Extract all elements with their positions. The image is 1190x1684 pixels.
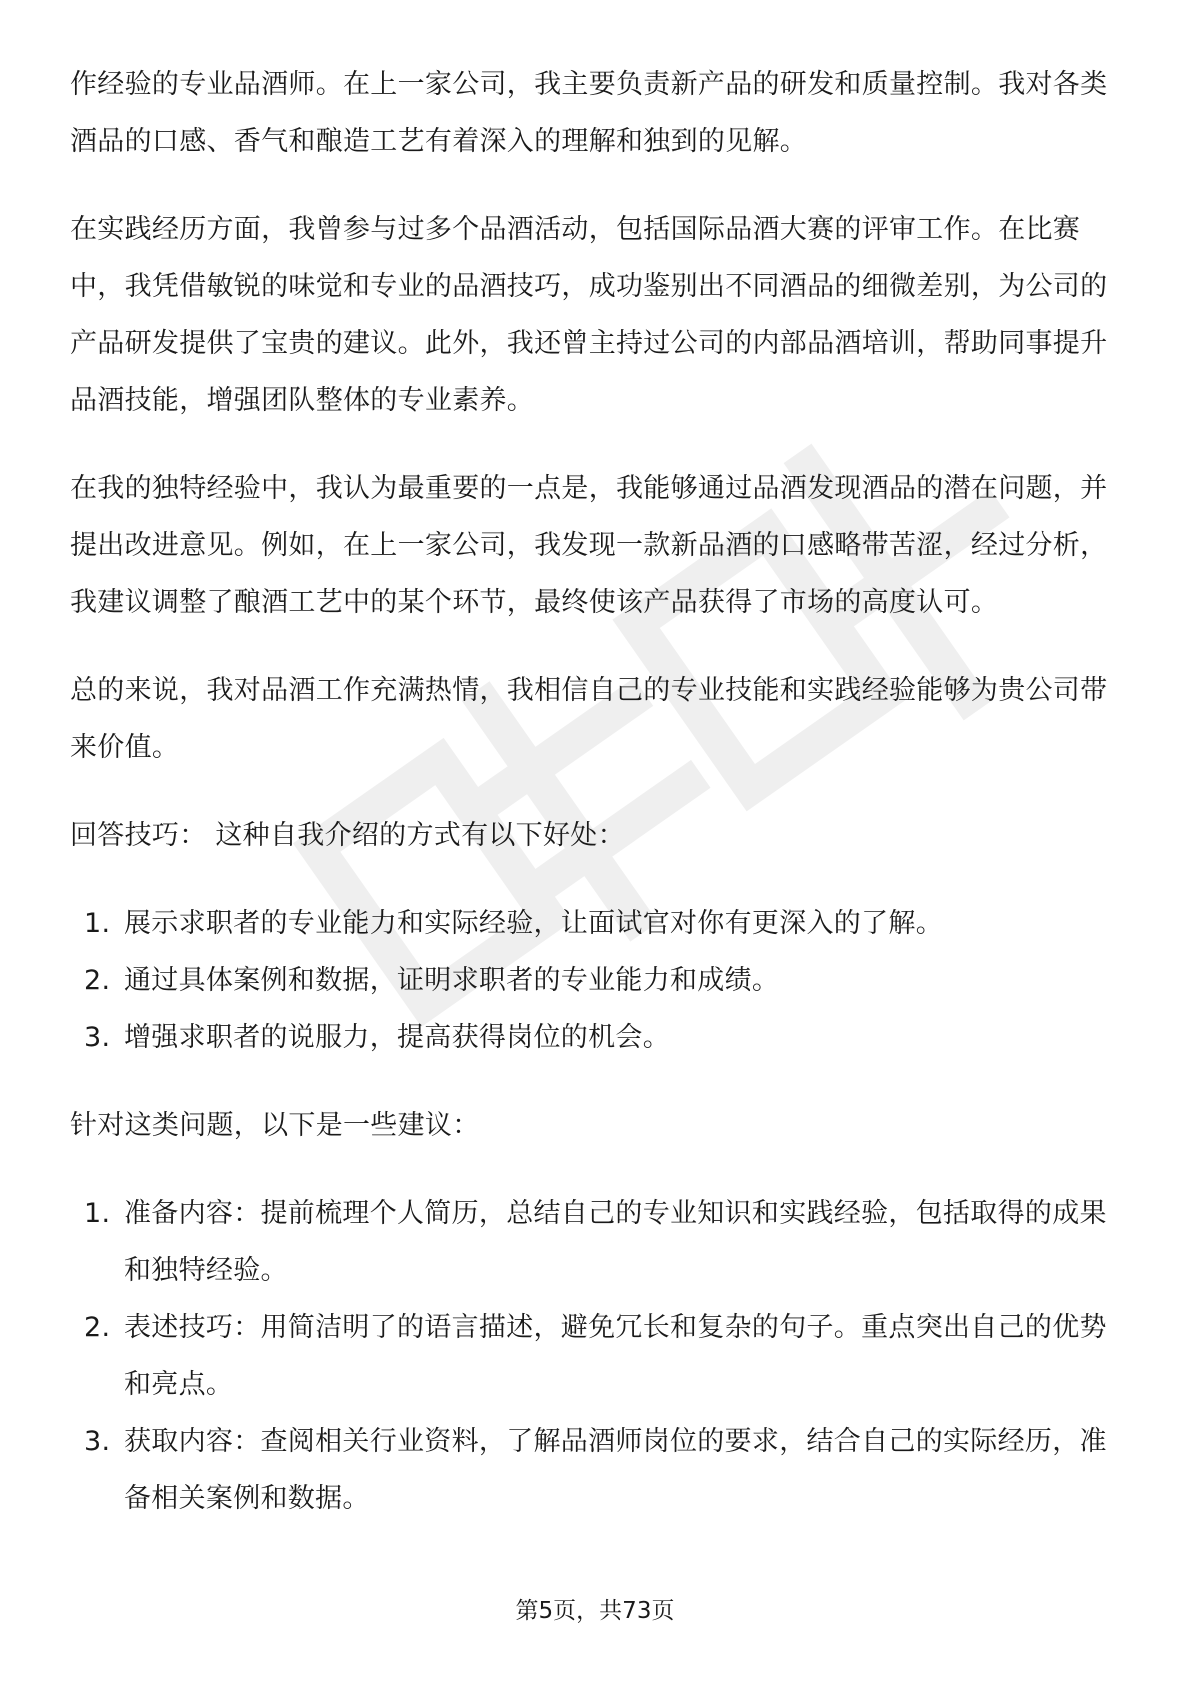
list-number: 3.	[84, 1022, 111, 1053]
paragraph-summary: 总的来说，我对品酒工作充满热情，我相信自己的专业技能和实践经验能够为贵公司带来价值。	[70, 675, 1108, 763]
tips-list	[70, 895, 1120, 1066]
list-text: 表述技巧：用简洁明了的语言描述，避免冗长和复杂的句子。重点突出自己的优势和亮点。	[124, 1312, 1107, 1400]
list-number: 1.	[84, 908, 111, 939]
list-number: 2.	[84, 965, 111, 996]
list-number: 3.	[84, 1426, 111, 1457]
paragraph-practice-experience: 在实践经历方面，我曾参与过多个品酒活动，包括国际品酒大赛的评审工作。在比赛中，我凭借敏锐的味觉和专业的品酒技巧，成功鉴别出不同酒品的细微差别，为公司的产品研发提供了宝贵的建议。此外，我还曾主持过公司的内部品酒培训，帮助同事提升品酒技能，增强团队整体的专业素养。	[70, 214, 1108, 416]
list-text: 增强求职者的说服力，提高获得岗位的机会。	[124, 1022, 670, 1053]
list-text: 准备内容：提前梳理个人简历，总结自己的专业知识和实践经验，包括取得的成果和独特经验。	[124, 1198, 1107, 1286]
list-text: 展示求职者的专业能力和实际经验，让面试官对你有更深入的了解。	[124, 908, 943, 939]
list-item	[70, 1299, 1120, 1413]
paragraph-intro-continuation: 作经验的专业品酒师。在上一家公司，我主要负责新产品的研发和质量控制。我对各类酒品的口感、香气和酿造工艺有着深入的理解和独到的见解。	[70, 69, 1108, 157]
document-body	[70, 56, 1120, 1558]
paragraph-unique-experience: 在我的独特经验中，我认为最重要的一点是，我能够通过品酒发现酒品的潜在问题，并提出改进意见。例如，在上一家公司，我发现一款新品酒的口感略带苦涩，经过分析，我建议调整了酿酒工艺中的某个环节，最终使该产品获得了市场的高度认可。	[70, 473, 1108, 618]
list-item	[70, 1009, 1120, 1066]
advice-list	[70, 1185, 1120, 1527]
list-text: 获取内容：查阅相关行业资料，了解品酒师岗位的要求，结合自己的实际经历，准备相关案例和数据。	[124, 1426, 1107, 1514]
page-number-footer: 第5页，共73页	[515, 1598, 675, 1624]
list-number: 1.	[84, 1198, 111, 1229]
list-number: 2.	[84, 1312, 111, 1343]
list-item	[70, 895, 1120, 952]
list-item	[70, 1413, 1120, 1527]
list-item	[70, 952, 1120, 1009]
list-text: 通过具体案例和数据，证明求职者的专业能力和成绩。	[124, 965, 780, 996]
advice-heading: 针对这类问题，以下是一些建议：	[70, 1110, 480, 1141]
list-item	[70, 1185, 1120, 1299]
tips-heading: 回答技巧： 这种自我介绍的方式有以下好处：	[70, 820, 625, 851]
